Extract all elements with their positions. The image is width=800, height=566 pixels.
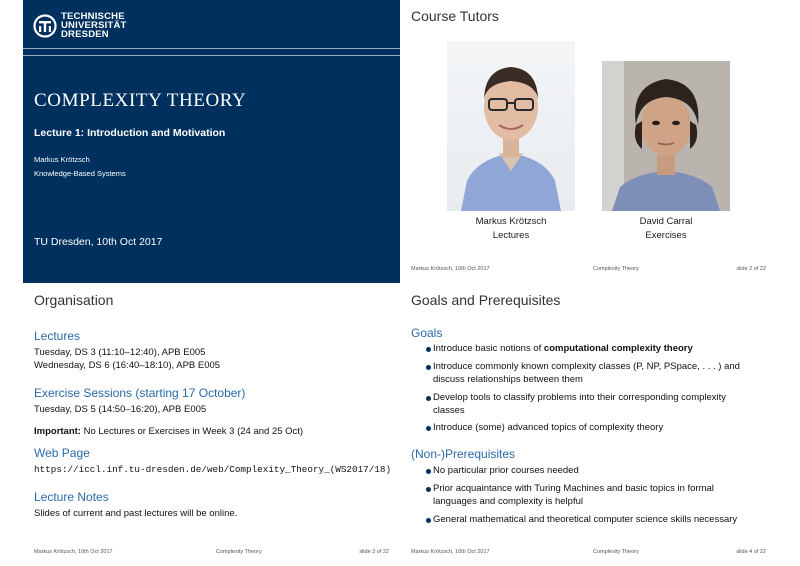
slide-title: Goals and Prerequisites (411, 292, 561, 308)
lecture-subtitle: Lecture 1: Introduction and Motivation (34, 127, 226, 139)
list-item: Develop tools to classify problems into their corresponding complexity classes (433, 392, 727, 416)
prerequisites-heading: (Non-)Prerequisites (411, 447, 516, 461)
bullet-icon (426, 365, 431, 370)
lectures-heading: Lectures (34, 329, 81, 343)
group-name: Knowledge-Based Systems (34, 169, 126, 178)
bullet-icon (426, 347, 431, 352)
slide-title: Organisation (34, 292, 114, 308)
tutor-role: Exercises (645, 230, 687, 241)
lecture-time: Tuesday, DS 3 (11:10–12:40), APB E005 (34, 347, 206, 358)
presentation-title: COMPLEXITY THEORY (34, 90, 247, 111)
list-item: Introduce commonly known complexity classes (P, NP, PSpace, . . . ) and discuss relationships between them (433, 361, 740, 385)
tu-logo-icon (33, 14, 57, 38)
divider (23, 55, 400, 56)
author-name: Markus Krötzsch (34, 155, 90, 164)
important-note (34, 426, 303, 437)
tutor-name: David Carral (639, 216, 693, 227)
exercise-heading: Exercise Sessions (starting 17 October) (34, 386, 246, 400)
tu-dresden-logo (33, 12, 127, 39)
tutor-photo-kroetzsch (447, 41, 575, 211)
footer-author-date: Markus Krötzsch, 10th Oct 2017 (411, 549, 490, 555)
logo-text: TECHNISCHE UNIVERSITÄT DRESDEN (61, 11, 127, 40)
list-item: Introduce basic notions of computational complexity theory (433, 343, 693, 354)
list-item: Introduce (some) advanced topics of complexity theory (433, 422, 664, 433)
bullet-icon (426, 396, 431, 401)
lecture-time: Wednesday, DS 6 (16:40–18:10), APB E005 (34, 360, 221, 371)
footer-author-date: Markus Krötzsch, 10th Oct 2017 (411, 266, 490, 272)
lecture-notes-text: Slides of current and past lectures will be online. (34, 508, 238, 519)
important-label: Important: (34, 426, 81, 437)
footer-course: Complexity Theory (593, 266, 639, 272)
place-date: TU Dresden, 10th Oct 2017 (34, 236, 163, 248)
tutor-photo-carral (602, 61, 730, 211)
slide-organisation (23, 283, 400, 566)
goals-heading: Goals (411, 326, 443, 340)
web-page-heading: Web Page (34, 446, 90, 460)
web-page-url[interactable]: https://iccl.inf.tu-dresden.de/web/Complexity_Theory_(WS2017/18) (34, 464, 392, 475)
list-item: Prior acquaintance with Turing Machines and basic topics in formal languages and complexity is helpful (433, 483, 714, 507)
bullet-icon (426, 487, 431, 492)
tutor-name: Markus Krötzsch (475, 216, 547, 227)
important-text: No Lectures or Exercises in Week 3 (24 and 25 Oct) (80, 426, 304, 437)
footer-slide-number: slide 4 of 22 (736, 549, 766, 555)
lecture-notes-heading: Lecture Notes (34, 490, 109, 504)
exercise-time: Tuesday, DS 5 (14:50–16:20), APB E005 (34, 404, 207, 415)
slide-goals-prerequisites (400, 283, 777, 566)
title-slide (23, 0, 400, 283)
slide-course-tutors (400, 0, 777, 283)
bullet-icon (426, 518, 431, 523)
list-item: No particular prior courses needed (433, 465, 579, 476)
footer-course: Complexity Theory (593, 549, 639, 555)
footer-author-date: Markus Krötzsch, 10th Oct 2017 (34, 549, 113, 555)
bullet-icon (426, 469, 431, 474)
tutor-role: Lectures (492, 230, 530, 241)
footer-course: Complexity Theory (216, 549, 262, 555)
slide-title: Course Tutors (411, 8, 499, 24)
list-item: General mathematical and theoretical computer science skills necessary (433, 514, 738, 525)
divider (23, 48, 400, 49)
bullet-icon (426, 426, 431, 431)
footer-slide-number: slide 3 of 22 (359, 549, 389, 555)
footer-slide-number: slide 2 of 22 (736, 266, 766, 272)
